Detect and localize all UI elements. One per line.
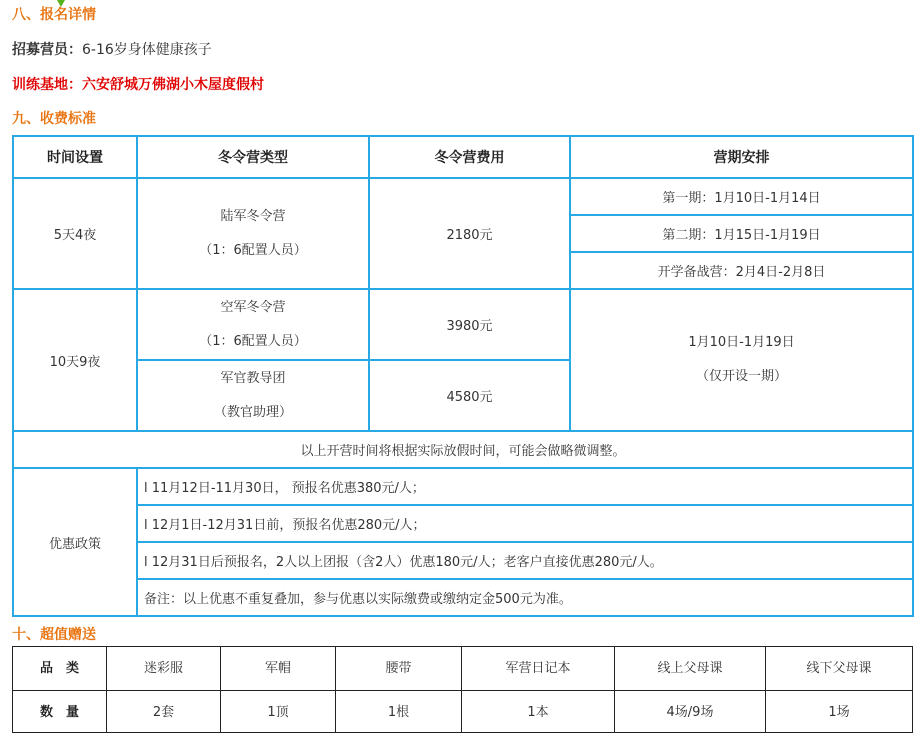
discount-label: 优惠政策: [13, 468, 137, 616]
row2-duration: 10天9夜: [13, 289, 137, 431]
row1-schedule-2: 第二期：1月15日-1月19日: [570, 215, 913, 252]
recruit-value: 6-16岁身体健康孩子: [82, 42, 212, 58]
row2-schedule: [570, 289, 913, 431]
gift-quantity: 1顶: [221, 691, 336, 733]
header-type: 冬令营类型: [137, 136, 369, 178]
recruit-label: 招募营员：: [12, 42, 82, 58]
header-duration: 时间设置: [13, 136, 137, 178]
gift-quantity: 1场: [766, 691, 913, 733]
row2-schedule-line1: 1月10日-1月19日: [688, 335, 795, 350]
row2-schedule-line2: （仅开设一期）: [695, 369, 787, 384]
header-price: 冬令营费用: [369, 136, 570, 178]
table-row: [13, 468, 913, 505]
header-schedule: 营期安排: [570, 136, 913, 178]
row1-type: [137, 178, 369, 289]
discount-remark: 备注：以上优惠不重复叠加，参与优惠以实际缴费或缴纳定金500元为准。: [137, 579, 913, 616]
gift-quantity: 4场/9场: [615, 691, 766, 733]
row1-schedule-1: 第一期：1月10日-1月14日: [570, 178, 913, 215]
row2-type-a-line2: （1：6配置人员）: [199, 333, 307, 349]
base-line: [12, 74, 264, 94]
section-8-heading: 八、报名详情: [12, 7, 96, 23]
fee-header-row: [13, 136, 913, 178]
gift-quantity: 1根: [336, 691, 462, 733]
table-row: [13, 542, 913, 579]
gift-item: 线下父母课: [766, 647, 913, 691]
row2-type-a: [137, 289, 369, 360]
gift-item: 军帽: [221, 647, 336, 691]
base-label: 训练基地：: [12, 77, 82, 93]
section-9-heading: 九、收费标准: [12, 111, 96, 127]
recruit-line: [12, 39, 212, 59]
row1-duration: 5天4夜: [13, 178, 137, 289]
gift-item: 迷彩服: [107, 647, 221, 691]
row2-type-b-line2: （教官助理）: [213, 404, 292, 420]
gift-quantity: 2套: [107, 691, 221, 733]
row2-type-a-line1: 空军冬令营: [220, 299, 286, 315]
row2-price-b: 4580元: [369, 360, 570, 431]
discount-item-3: l 12月31日后预报名，2人以上团报（含2人）优惠180元/人；老客户直接优惠280元/人。: [137, 542, 913, 579]
row2-price-a: 3980元: [369, 289, 570, 360]
base-value: 六安舒城万佛湖小木屋度假村: [82, 77, 264, 93]
schedule-note: 以上开营时间将根据实际放假时间，可能会做略微调整。: [13, 431, 913, 468]
row2-type-b-line1: 军官教导团: [220, 370, 286, 386]
discount-item-1: l 11月12日-11月30日， 预报名优惠380元/人；: [137, 468, 913, 505]
fee-table: [12, 135, 914, 617]
gift-quantity: 1本: [462, 691, 615, 733]
row1-price: 2180元: [369, 178, 570, 289]
gift-category-label: 品 类: [13, 647, 107, 691]
table-row: [13, 647, 913, 691]
gift-quantity-label: 数 量: [13, 691, 107, 733]
row1-schedule-3: 开学备战营：2月4日-2月8日: [570, 252, 913, 289]
gift-item: 腰带: [336, 647, 462, 691]
table-row: [13, 579, 913, 616]
table-row: [13, 431, 913, 468]
row1-type-line2: （1：6配置人员）: [199, 242, 307, 258]
row2-type-b: [137, 360, 369, 431]
gift-table: [12, 646, 913, 733]
gift-item: 线上父母课: [615, 647, 766, 691]
discount-item-2: l 12月1日-12月31日前，预报名优惠280元/人；: [137, 505, 913, 542]
table-row: [13, 505, 913, 542]
table-row: [13, 178, 913, 215]
table-row: [13, 691, 913, 733]
gift-item: 军营日记本: [462, 647, 615, 691]
row1-type-line1: 陆军冬令营: [220, 208, 286, 224]
section-10-heading: 十、超值赠送: [12, 627, 96, 643]
table-row: [13, 289, 913, 360]
